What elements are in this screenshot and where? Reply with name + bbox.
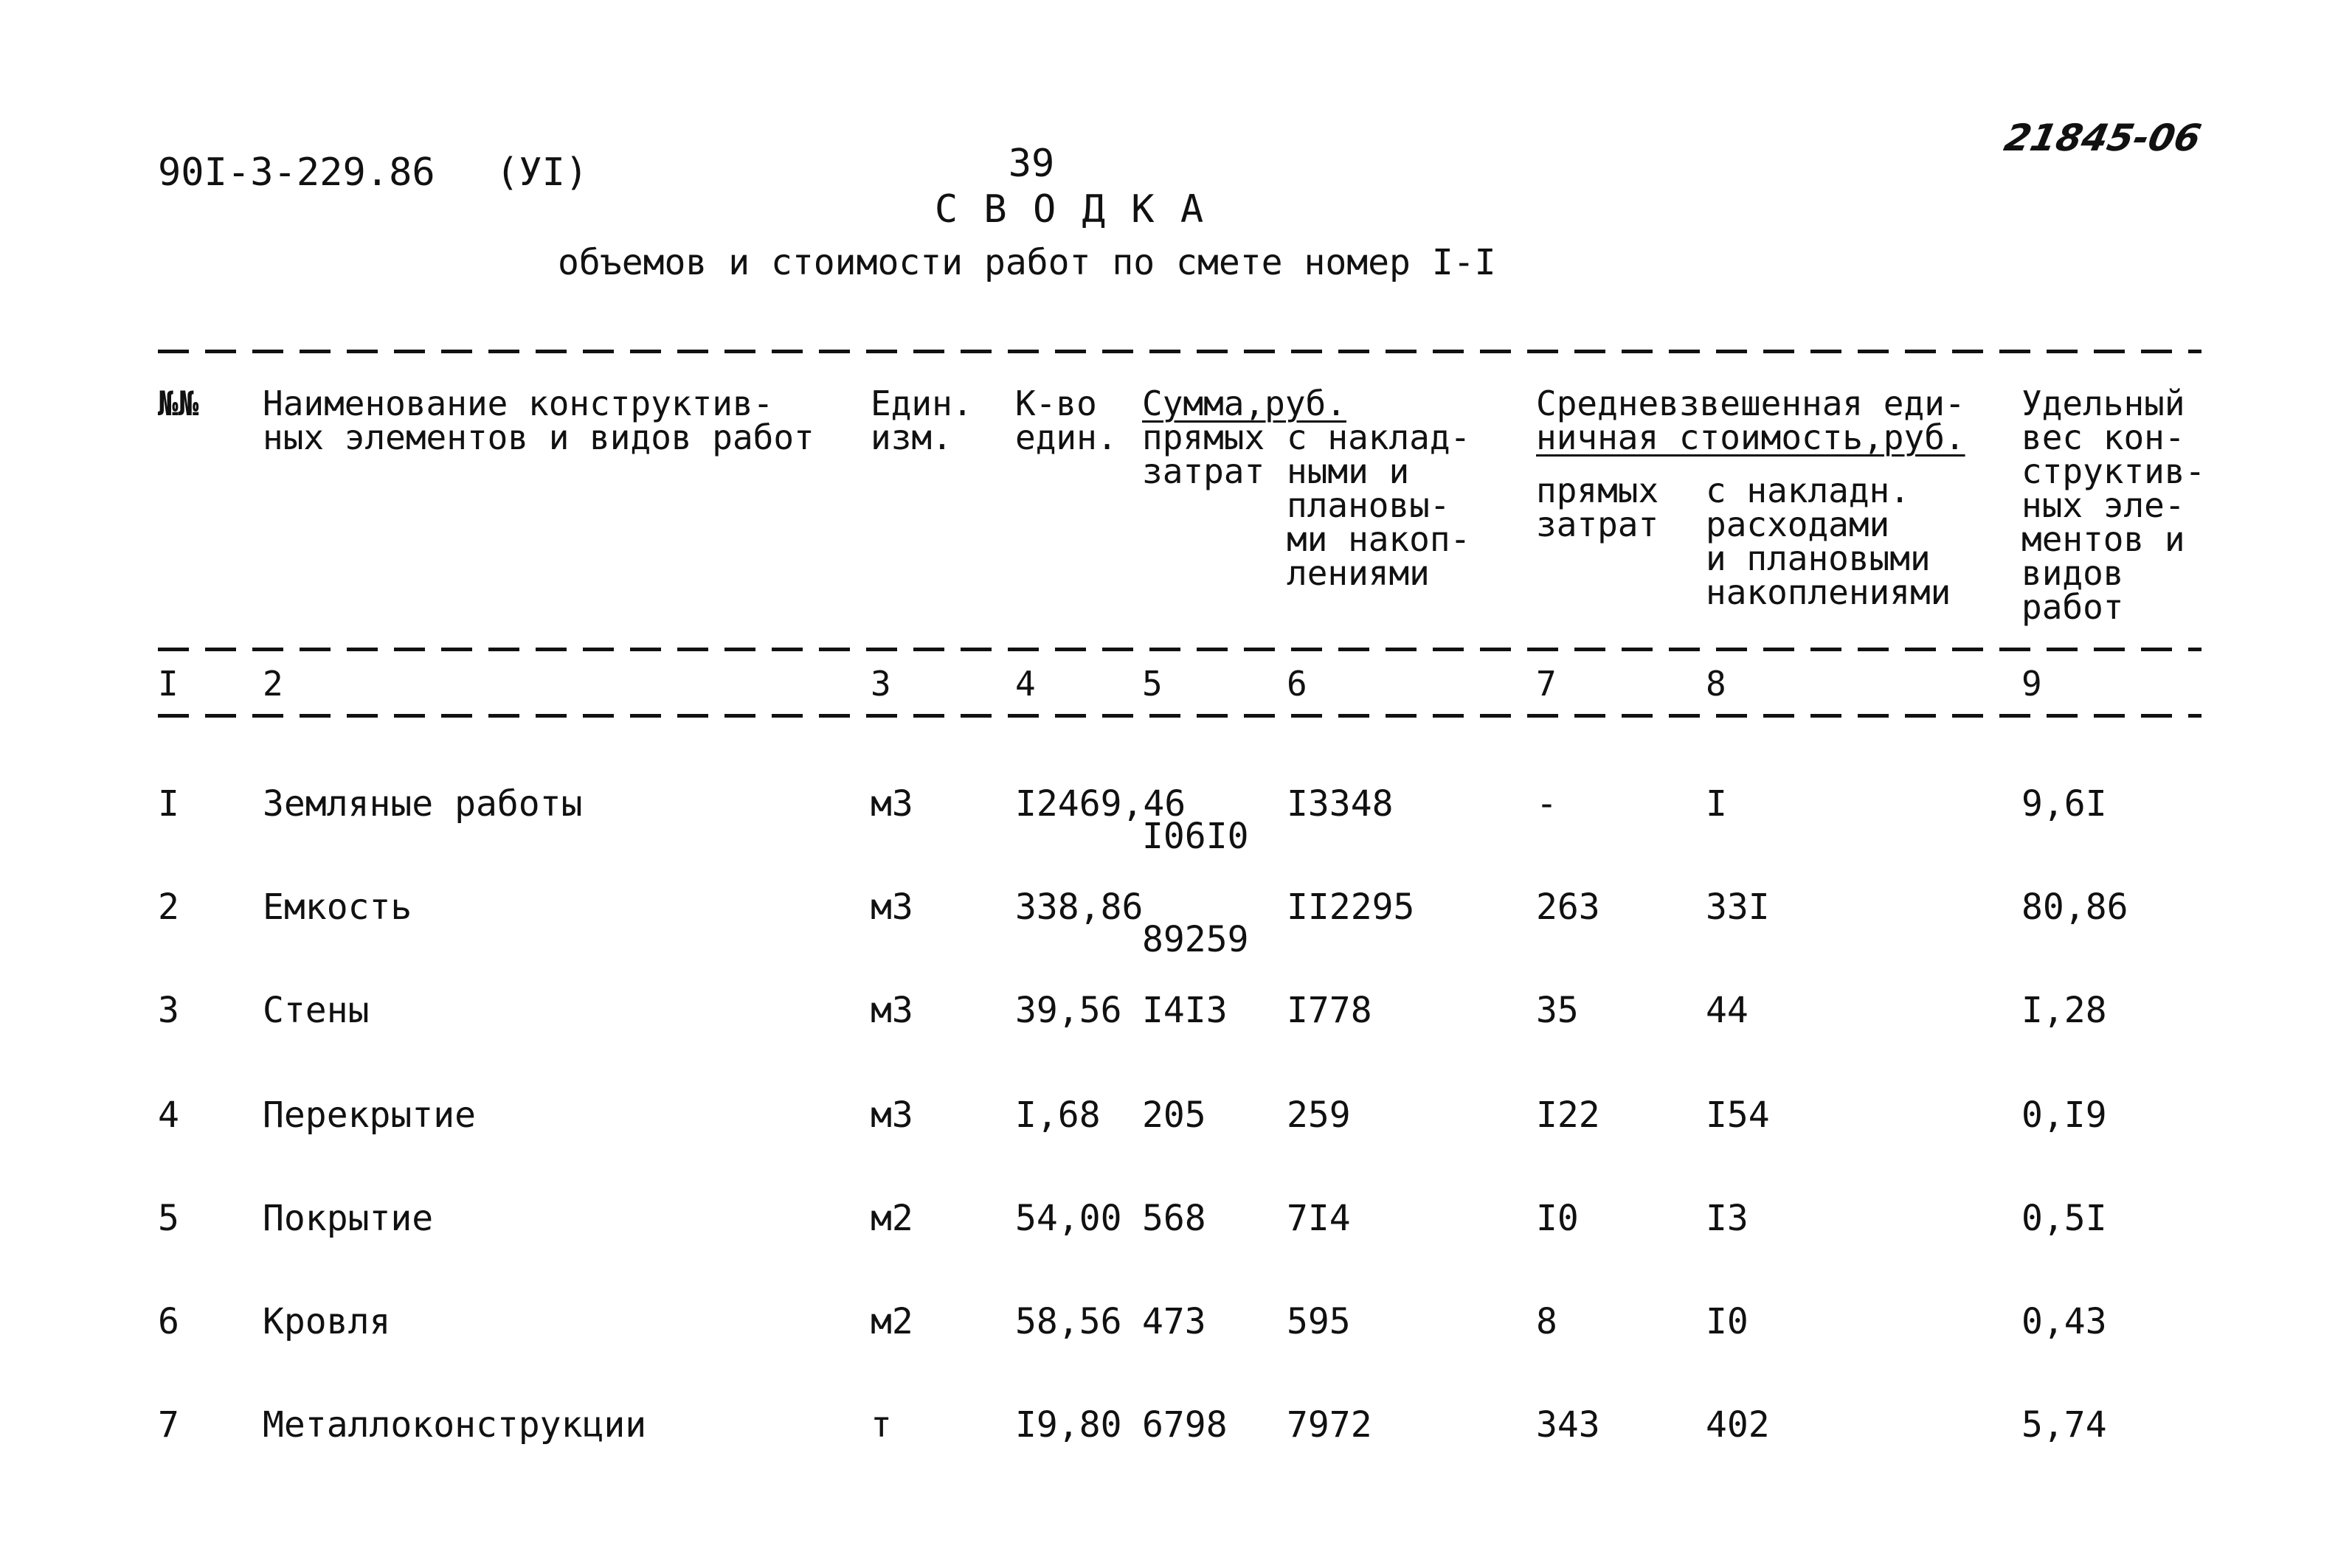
colnum: 2 bbox=[263, 664, 283, 704]
colnum: 8 bbox=[1706, 664, 1726, 704]
row-avg-overhead: 402 bbox=[1706, 1404, 1770, 1446]
header-share-line3: структив- bbox=[2021, 451, 2206, 491]
document-code: 90I-3-229.86 bbox=[158, 150, 435, 195]
header-avg-group-line1: Средневзвешенная еди- bbox=[1536, 384, 1965, 423]
header-direct-line1: прямых bbox=[1142, 417, 1265, 457]
row-name: Кровля bbox=[263, 1301, 391, 1342]
row-name: Земляные работы bbox=[263, 783, 583, 825]
row-avg-direct: 35 bbox=[1536, 990, 1579, 1031]
header-sum-group: Сумма,руб. bbox=[1142, 384, 1346, 423]
row-avg-overhead: I54 bbox=[1706, 1095, 1770, 1136]
row-direct: 473 bbox=[1142, 1301, 1206, 1342]
row-avg-overhead: I3 bbox=[1706, 1198, 1749, 1239]
row-number: 7 bbox=[158, 1404, 179, 1446]
colnum: 5 bbox=[1142, 664, 1163, 704]
page-number: 39 bbox=[1008, 142, 1055, 186]
document-title: С В О Д К А bbox=[934, 187, 1206, 232]
header-overhead-line5: лениями bbox=[1287, 553, 1430, 593]
row-avg-overhead: 33I bbox=[1706, 887, 1770, 928]
header-share-line5: ментов и bbox=[2021, 519, 2185, 559]
header-direct-line2: затрат bbox=[1142, 451, 1265, 491]
colnum: 3 bbox=[871, 664, 891, 704]
row-share: 9,6I bbox=[2021, 783, 2107, 825]
row-number: 5 bbox=[158, 1198, 179, 1239]
row-share: 80,86 bbox=[2021, 887, 2128, 928]
header-overhead-line1: с наклад- bbox=[1287, 417, 1471, 457]
row-unit: м3 bbox=[871, 990, 913, 1031]
header-avg-group-line2: ничная стоимость,руб. bbox=[1536, 417, 1965, 457]
handwritten-stamp: 21845-06 bbox=[2000, 117, 2205, 159]
row-qty: 39,56 bbox=[1015, 990, 1122, 1031]
row-direct: I4I3 bbox=[1142, 990, 1228, 1031]
colnum: 4 bbox=[1015, 664, 1036, 704]
row-unit: т bbox=[871, 1404, 892, 1446]
row-avg-direct: 263 bbox=[1536, 887, 1600, 928]
header-avg-overhead-line4: накоплениями bbox=[1706, 572, 1951, 612]
colnum: 9 bbox=[2021, 664, 2042, 704]
row-share: I,28 bbox=[2021, 990, 2107, 1031]
row-overhead: I778 bbox=[1287, 990, 1372, 1031]
document-subtitle: объемов и стоимости работ по смете номер I-I bbox=[558, 242, 1496, 283]
row-avg-direct: 8 bbox=[1536, 1301, 1557, 1342]
colnum: I bbox=[158, 664, 179, 704]
row-number: I bbox=[158, 783, 179, 825]
row-unit: м3 bbox=[871, 783, 913, 825]
row-unit: м3 bbox=[871, 1095, 913, 1136]
row-avg-overhead: I0 bbox=[1706, 1301, 1749, 1342]
row-qty: 338,86 bbox=[1015, 887, 1144, 928]
header-overhead-line3: плановы- bbox=[1287, 485, 1450, 525]
row-name: Покрытие bbox=[263, 1198, 434, 1239]
row-avg-overhead: I bbox=[1706, 783, 1727, 825]
row-qty: 54,00 bbox=[1015, 1198, 1122, 1239]
row-qty: I,68 bbox=[1015, 1095, 1101, 1136]
row-unit: м3 bbox=[871, 887, 913, 928]
header-overhead-line4: ми накоп- bbox=[1287, 519, 1471, 559]
row-qty: 58,56 bbox=[1015, 1301, 1122, 1342]
row-overhead: I3348 bbox=[1287, 783, 1394, 825]
colnum: 6 bbox=[1287, 664, 1307, 704]
row-overhead: 7I4 bbox=[1287, 1198, 1351, 1239]
volume-number: (УI) bbox=[496, 150, 589, 195]
row-number: 6 bbox=[158, 1301, 179, 1342]
header-name-line1: Наименование конструктив- bbox=[263, 384, 774, 423]
row-share: 0,I9 bbox=[2021, 1095, 2107, 1136]
header-qty-line1: К-во bbox=[1015, 384, 1097, 423]
row-avg-direct: I0 bbox=[1536, 1198, 1579, 1239]
row-share: 5,74 bbox=[2021, 1404, 2107, 1446]
row-qty: I2469,46 bbox=[1015, 783, 1186, 825]
row-unit: м2 bbox=[871, 1301, 913, 1342]
row-direct: 89259 bbox=[1142, 919, 1249, 960]
header-qty-line2: един. bbox=[1015, 417, 1118, 457]
header-share-line6: видов bbox=[2021, 553, 2124, 593]
row-name: Емкость bbox=[263, 887, 412, 928]
header-name-line2: ных элементов и видов работ bbox=[263, 417, 814, 457]
header-avg-direct-line1: прямых bbox=[1536, 471, 1659, 510]
row-number: 2 bbox=[158, 887, 179, 928]
header-avg-direct-line2: затрат bbox=[1536, 504, 1659, 544]
header-avg-overhead-line2: расходами bbox=[1706, 504, 1890, 544]
rule-colnum-bottom bbox=[158, 714, 2201, 718]
header-share-line1: Удельный bbox=[2021, 384, 2185, 423]
row-number: 3 bbox=[158, 990, 179, 1031]
row-qty: I9,80 bbox=[1015, 1404, 1122, 1446]
row-avg-direct: I22 bbox=[1536, 1095, 1600, 1136]
row-direct: I06I0 bbox=[1142, 816, 1249, 857]
row-overhead: 595 bbox=[1287, 1301, 1351, 1342]
header-unit-line2: изм. bbox=[871, 417, 952, 457]
row-name: Металлоконструкции bbox=[263, 1404, 647, 1446]
row-avg-overhead: 44 bbox=[1706, 990, 1749, 1031]
row-overhead: II2295 bbox=[1287, 887, 1415, 928]
header-number: №№ bbox=[158, 384, 199, 423]
row-share: 0,5I bbox=[2021, 1198, 2107, 1239]
header-share-line2: вес кон- bbox=[2021, 417, 2185, 457]
row-avg-direct: - bbox=[1536, 783, 1557, 825]
row-avg-direct: 343 bbox=[1536, 1404, 1600, 1446]
rule-top bbox=[158, 350, 2201, 353]
header-avg-overhead-line3: и плановыми bbox=[1706, 538, 1931, 578]
header-overhead-line2: ными и bbox=[1287, 451, 1410, 491]
row-name: Стены bbox=[263, 990, 370, 1031]
header-unit-line1: Един. bbox=[871, 384, 973, 423]
row-direct: 6798 bbox=[1142, 1404, 1228, 1446]
header-share-line4: ных эле- bbox=[2021, 485, 2185, 525]
header-share-line7: работ bbox=[2021, 587, 2124, 627]
row-share: 0,43 bbox=[2021, 1301, 2107, 1342]
row-name: Перекрытие bbox=[263, 1095, 476, 1136]
row-direct: 568 bbox=[1142, 1198, 1206, 1239]
colnum: 7 bbox=[1536, 664, 1557, 704]
row-direct: 205 bbox=[1142, 1095, 1206, 1136]
row-overhead: 7972 bbox=[1287, 1404, 1372, 1446]
row-overhead: 259 bbox=[1287, 1095, 1351, 1136]
row-unit: м2 bbox=[871, 1198, 913, 1239]
rule-header-bottom bbox=[158, 648, 2201, 651]
row-number: 4 bbox=[158, 1095, 179, 1136]
header-avg-overhead-line1: с накладн. bbox=[1706, 471, 1910, 510]
